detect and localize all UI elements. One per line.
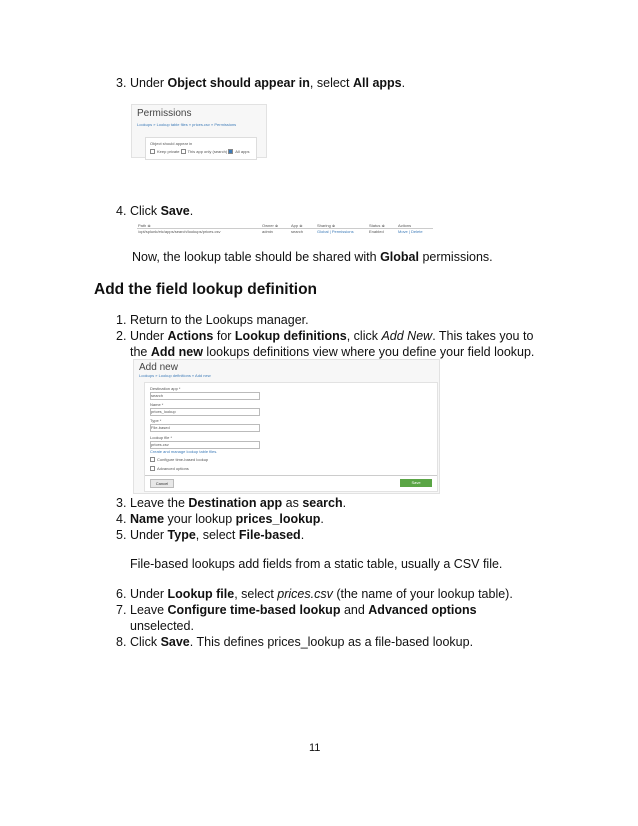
step-7-continued: unselected. <box>130 619 194 633</box>
step-4-click-save: 4. Click Save. <box>116 204 194 218</box>
col-path: Path ≑ <box>138 223 151 228</box>
add-new-screenshot <box>133 359 440 494</box>
note-shared-global: Now, the lookup table should be shared with Global permissions. <box>132 250 493 264</box>
lookup-file-select[interactable]: prices.csv <box>150 441 260 449</box>
time-based-checkbox[interactable]: Configure time-based lookup <box>150 457 208 462</box>
add-new-form <box>144 382 438 492</box>
cancel-button[interactable]: Cancel <box>150 479 174 488</box>
step-1-return: 1. Return to the Lookups manager. <box>116 313 309 327</box>
dest-app-select[interactable]: search <box>150 392 260 400</box>
page-number: 11 <box>309 742 321 754</box>
step-8-click-save: 8. Click Save. This defines prices_lookup as a file-based lookup. <box>116 635 474 649</box>
step-2-continued: the Add new lookups definitions view where you define your field lookup. <box>130 345 535 359</box>
step-4-name: 4. Name your lookup prices_lookup. <box>116 512 324 526</box>
lookup-file-label: Lookup file * <box>150 435 173 440</box>
permissions-breadcrumb: Lookups » Lookup table files » prices.csv » Permissions <box>137 122 237 127</box>
save-button[interactable]: Save <box>400 479 432 487</box>
step-3-destination: 3. Leave the Destination app as search. <box>116 496 347 510</box>
col-app: App ≑ <box>291 223 303 228</box>
col-owner: Owner ≑ <box>262 223 279 228</box>
radio-this-app[interactable] <box>181 149 186 154</box>
lookup-files-table <box>137 223 433 235</box>
dest-app-label: Destination app * <box>150 386 181 391</box>
move-delete-links[interactable]: Move | Delete <box>398 229 423 234</box>
step-5-type: 5. Under Type, select File-based. <box>116 528 305 542</box>
name-label: Name * <box>150 402 164 407</box>
sharing-radio-group: Keep private This app only (search) All apps <box>150 149 250 154</box>
step-6-lookup-file: 6. Under Lookup file, select prices.csv (the name of your lookup table). <box>116 587 513 601</box>
step-2-add-new: 2. Under Actions for Lookup definitions, click Add New. This takes you to <box>116 329 534 343</box>
col-actions: Actions <box>398 223 412 228</box>
step-3-object-appear: 3. Under Object should appear in, select All apps. <box>116 76 406 90</box>
col-sharing: Sharing ≑ <box>317 223 336 228</box>
sharing-permissions-link[interactable]: Global | Permissions <box>317 229 354 234</box>
name-input[interactable]: prices_lookup <box>150 408 260 416</box>
type-select[interactable]: File-based <box>150 424 260 432</box>
object-appear-label: Object should appear in <box>150 141 193 146</box>
radio-all-apps[interactable] <box>228 149 233 154</box>
note-file-based: File-based lookups add fields from a static table, usually a CSV file. <box>130 557 503 571</box>
permissions-title: Permissions <box>137 108 192 119</box>
advanced-options-checkbox[interactable]: Advanced options <box>150 466 189 471</box>
add-new-breadcrumb: Lookups » Lookup definitions » Add new <box>139 373 211 378</box>
col-status: Status ≑ <box>369 223 385 228</box>
lookup-file-hint[interactable]: Create and manage lookup table files. <box>150 449 218 454</box>
section-heading: Add the field lookup definition <box>94 281 318 298</box>
object-appear-panel <box>145 137 257 160</box>
step-7-leave-options: 7. Leave Configure time-based lookup and Advanced options <box>116 603 477 617</box>
table-row: /opt/splunk/etc/apps/search/lookups/prices.csv admin search Global | Permissions Enabled Move | Delete <box>138 229 423 234</box>
form-divider <box>145 475 437 476</box>
radio-keep-private[interactable] <box>150 149 155 154</box>
type-label: Type * <box>150 418 162 423</box>
add-new-title: Add new <box>139 362 178 373</box>
